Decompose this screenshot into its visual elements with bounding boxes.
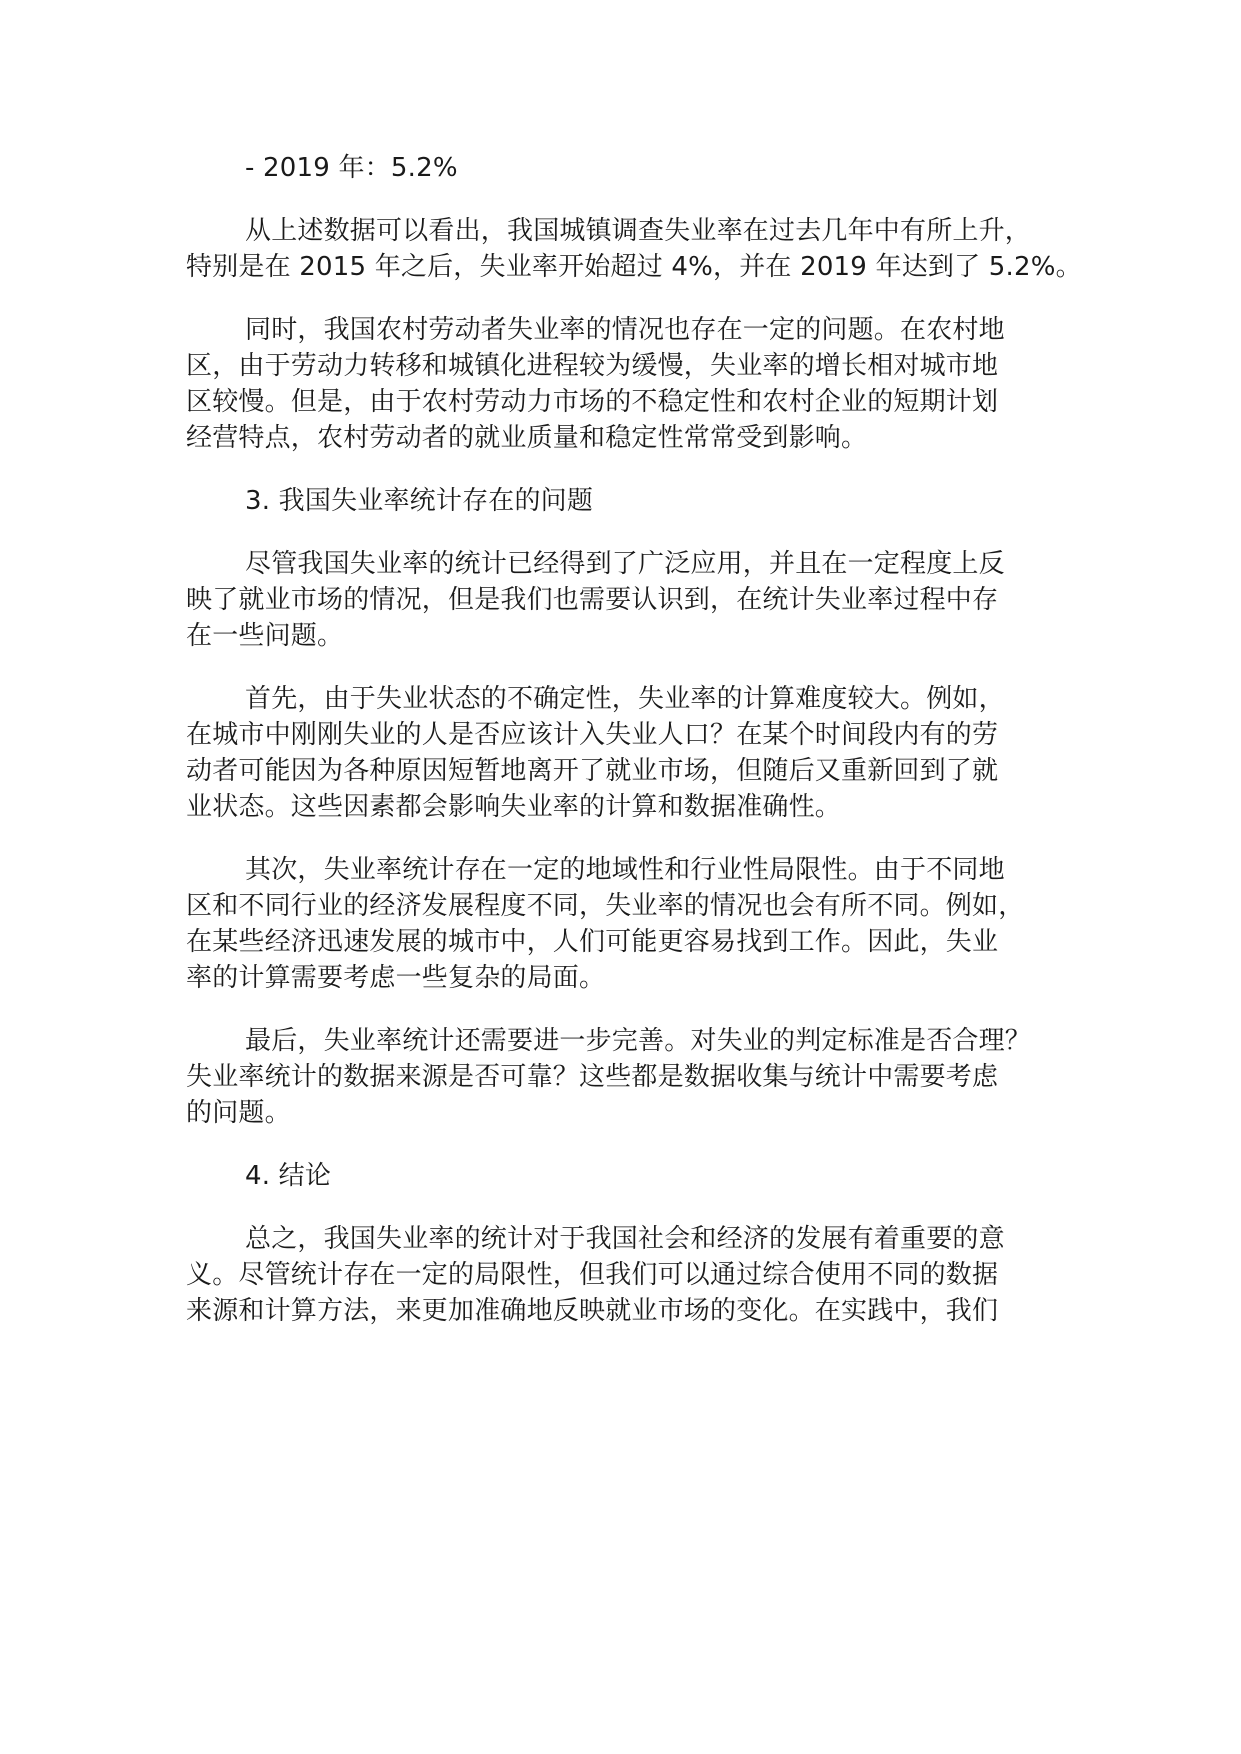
paragraph-line: 在某些经济迅速发展的城市中，人们可能更容易找到工作。因此，失业 (186, 927, 999, 957)
paragraph-line: 区和不同行业的经济发展程度不同，失业率的情况也会有所不同。例如， (186, 891, 1025, 921)
paragraph-line: 尽管我国失业率的统计已经得到了广泛应用，并且在一定程度上反 (245, 549, 1005, 579)
paragraph-line: 从上述数据可以看出，我国城镇调查失业率在过去几年中有所上升， (245, 216, 1032, 246)
paragraph-line: 失业率统计的数据来源是否可靠？这些都是数据收集与统计中需要考虑 (186, 1062, 999, 1092)
paragraph-line: 来源和计算方法，来更加准确地反映就业市场的变化。在实践中，我们 (186, 1296, 999, 1326)
paragraph-line: 的问题。 (186, 1098, 291, 1128)
section-heading: 4. 结论 (245, 1161, 332, 1191)
paragraph-line: 其次，失业率统计存在一定的地域性和行业性局限性。由于不同地 (245, 855, 1005, 885)
paragraph-line: 同时，我国农村劳动者失业率的情况也存在一定的问题。在农村地 (245, 315, 1005, 345)
paragraph-line: 动者可能因为各种原因短暂地离开了就业市场，但随后又重新回到了就 (186, 756, 999, 786)
paragraph-line: 经营特点，农村劳动者的就业质量和稳定性常常受到影响。 (186, 423, 868, 453)
section-heading: 3. 我国失业率统计存在的问题 (245, 486, 594, 516)
paragraph-line: 区较慢。但是，由于农村劳动力市场的不稳定性和农村企业的短期计划 (186, 387, 999, 417)
paragraph-line: 总之，我国失业率的统计对于我国社会和经济的发展有着重要的意 (245, 1224, 1005, 1254)
list-item: - 2019 年：5.2% (245, 153, 458, 183)
paragraph-line: 映了就业市场的情况，但是我们也需要认识到，在统计失业率过程中存 (186, 585, 999, 615)
paragraph-line: 特别是在 2015 年之后，失业率开始超过 4%，并在 2019 年达到了 5.2%。 (186, 252, 1082, 282)
paragraph-line: 区，由于劳动力转移和城镇化进程较为缓慢，失业率的增长相对城市地 (186, 351, 999, 381)
paragraph-line: 在一些问题。 (186, 621, 344, 651)
paragraph-line: 率的计算需要考虑一些复杂的局面。 (186, 963, 606, 993)
document-page (186, 150, 1082, 1329)
paragraph-line: 义。尽管统计存在一定的局限性，但我们可以通过综合使用不同的数据 (186, 1260, 999, 1290)
paragraph-line: 首先，由于失业状态的不确定性，失业率的计算难度较大。例如， (245, 684, 1005, 714)
paragraph-line: 在城市中刚刚失业的人是否应该计入失业人口？在某个时间段内有的劳 (186, 720, 999, 750)
paragraph-line: 最后，失业率统计还需要进一步完善。对失业的判定标准是否合理？ (245, 1026, 1032, 1056)
paragraph-line: 业状态。这些因素都会影响失业率的计算和数据准确性。 (186, 792, 842, 822)
